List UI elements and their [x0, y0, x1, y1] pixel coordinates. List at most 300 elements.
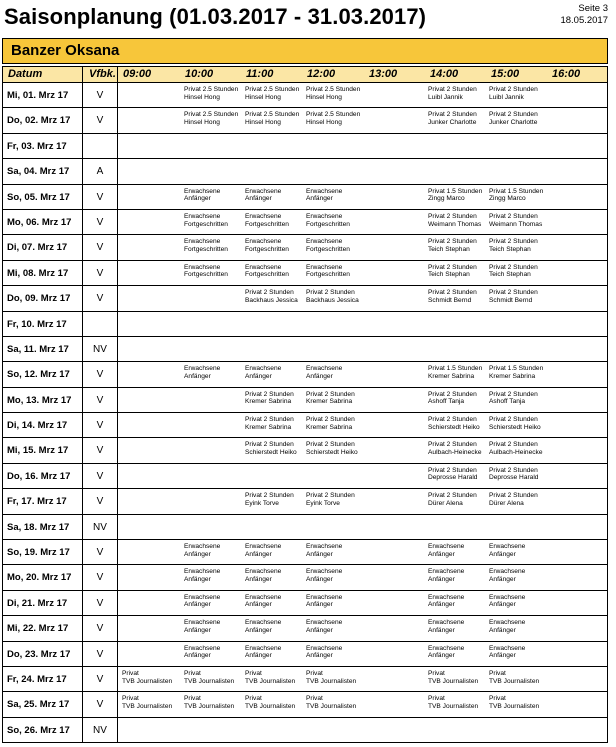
booking-line: Privat 2 Stunden — [306, 390, 355, 398]
booking-line: Fortgeschritten — [306, 271, 350, 279]
row-border — [2, 565, 3, 590]
row-border — [2, 718, 3, 743]
table-row — [2, 464, 608, 489]
booking-line: Privat 2 Stunden — [306, 416, 355, 424]
booking-line: Privat 2 Stunden — [489, 111, 538, 119]
row-border — [2, 312, 3, 337]
row-availability: V — [96, 597, 104, 609]
booking-line: Erwachsene — [306, 619, 343, 627]
booking-entry — [489, 695, 539, 710]
booking-line: Erwachsene — [245, 593, 282, 601]
booking-line: Erwachsene — [489, 568, 526, 576]
row-border — [2, 185, 3, 210]
column-header-vfbk: Vfbk. — [89, 68, 116, 80]
page-number: Seite 3 — [578, 3, 608, 14]
booking-line: Erwachsene — [489, 593, 526, 601]
booking-line: TVB Journalisten — [306, 677, 357, 685]
booking-line: Erwachsene — [245, 238, 282, 246]
booking-entry — [306, 619, 342, 634]
booking-line: TVB Journalisten — [245, 677, 296, 685]
booking-line: Privat 2.5 Stunden — [306, 86, 361, 93]
booking-entry — [489, 238, 538, 253]
booking-entry — [306, 86, 360, 101]
row-border — [2, 464, 3, 489]
row-availability: V — [96, 572, 104, 584]
booking-entry — [245, 213, 289, 228]
row-date: Mi, 15. Mrz 17 — [7, 445, 69, 457]
booking-line: Privat 2 Stunden — [428, 86, 477, 93]
booking-entry — [245, 594, 281, 609]
table-row — [2, 692, 608, 717]
booking-entry — [489, 213, 542, 228]
table-row — [2, 515, 608, 540]
booking-line: Fortgeschritten — [245, 245, 289, 253]
row-border — [2, 667, 3, 692]
header-divider — [82, 67, 83, 82]
time-column-header: 12:00 — [307, 68, 336, 80]
booking-entry — [122, 670, 172, 685]
booking-line: Privat 2 Stunden — [489, 390, 538, 398]
booking-entry — [245, 619, 281, 634]
booking-line: Fortgeschritten — [184, 245, 228, 253]
row-border — [2, 616, 3, 641]
row-date: So, 19. Mrz 17 — [7, 547, 70, 559]
booking-entry — [245, 670, 295, 685]
row-border — [2, 134, 3, 159]
booking-entry — [489, 264, 538, 279]
booking-line: Schmidt Bernd — [489, 296, 533, 304]
booking-line: Schierstedt Heiko — [428, 423, 480, 431]
column-header-datum: Datum — [8, 68, 43, 80]
booking-line: Fortgeschritten — [306, 220, 350, 228]
booking-entry — [428, 543, 464, 558]
booking-line: Privat 2 Stunden — [489, 416, 538, 424]
booking-line: Teich Stephan — [428, 245, 470, 253]
booking-line: Privat — [428, 669, 445, 677]
column-divider — [117, 312, 118, 337]
booking-line: Anfänger — [184, 550, 211, 558]
row-availability: V — [96, 699, 104, 711]
booking-entry — [428, 86, 477, 101]
booking-line: Anfänger — [428, 601, 455, 609]
row-border — [2, 540, 3, 565]
time-column-header: 13:00 — [369, 68, 398, 80]
column-divider — [117, 718, 118, 743]
time-column-header: 16:00 — [552, 68, 581, 80]
row-border — [607, 489, 608, 514]
booking-line: Erwachsene — [245, 187, 282, 195]
booking-line: Anfänger — [306, 626, 333, 634]
table-row — [2, 210, 608, 235]
booking-entry — [245, 441, 297, 456]
row-date: So, 26. Mrz 17 — [7, 724, 70, 736]
column-divider — [117, 464, 118, 489]
column-divider — [117, 616, 118, 641]
booking-line: Privat 2 Stunden — [428, 416, 477, 424]
row-date: Sa, 11. Mrz 17 — [7, 343, 69, 355]
column-divider — [117, 642, 118, 667]
row-availability: V — [96, 115, 104, 127]
row-border — [607, 591, 608, 616]
booking-line: Eyink Torve — [245, 499, 279, 507]
row-date: Fr, 03. Mrz 17 — [7, 140, 67, 152]
column-divider — [117, 413, 118, 438]
booking-entry — [306, 391, 355, 406]
booking-line: Luibl Jannik — [489, 93, 524, 101]
booking-entry — [428, 695, 478, 710]
row-border — [2, 438, 3, 463]
booking-entry — [245, 238, 289, 253]
booking-entry — [306, 111, 360, 126]
booking-entry — [306, 416, 355, 431]
booking-line: Kremer Sabrina — [306, 423, 353, 431]
row-date: Sa, 25. Mrz 17 — [7, 699, 70, 711]
booking-entry — [428, 467, 477, 482]
booking-entry — [184, 213, 228, 228]
row-availability: V — [96, 648, 104, 660]
booking-line: Privat — [489, 669, 506, 677]
row-date: Fr, 24. Mrz 17 — [7, 673, 67, 685]
table-row — [2, 134, 608, 159]
booking-line: Erwachsene — [245, 212, 282, 220]
booking-line: Anfänger — [245, 550, 272, 558]
booking-line: Privat — [122, 669, 139, 677]
row-border — [2, 489, 3, 514]
booking-entry — [184, 111, 238, 126]
row-border — [607, 312, 608, 337]
row-availability: V — [96, 420, 104, 432]
table-row — [2, 235, 608, 260]
row-date: Do, 16. Mrz 17 — [7, 470, 71, 482]
row-border — [607, 464, 608, 489]
table-row — [2, 108, 608, 133]
booking-line: TVB Journalisten — [184, 677, 235, 685]
column-divider — [117, 388, 118, 413]
booking-entry — [306, 670, 356, 685]
column-divider — [117, 667, 118, 692]
booking-line: Privat — [245, 669, 262, 677]
row-border — [607, 159, 608, 184]
column-divider — [117, 286, 118, 311]
row-availability: V — [96, 470, 104, 482]
booking-entry — [306, 594, 342, 609]
row-availability: NV — [93, 521, 107, 533]
booking-line: Anfänger — [184, 576, 211, 584]
booking-line: Erwachsene — [306, 644, 343, 652]
booking-line: Aulbach-Heinecke — [428, 449, 482, 457]
booking-entry — [245, 365, 281, 380]
booking-line: Dürer Alena — [489, 499, 524, 507]
row-availability: V — [96, 293, 104, 305]
booking-line: Privat 2 Stunden — [428, 289, 477, 297]
booking-line: Erwachsene — [184, 593, 221, 601]
row-border — [607, 108, 608, 133]
booking-entry — [428, 365, 482, 380]
row-date: Do, 09. Mrz 17 — [7, 293, 71, 305]
row-date: Mi, 01. Mrz 17 — [7, 90, 69, 101]
booking-line: Erwachsene — [245, 568, 282, 576]
row-date: Mi, 22. Mrz 17 — [7, 623, 69, 635]
booking-line: Erwachsene — [245, 263, 282, 271]
booking-entry — [184, 188, 220, 203]
booking-line: Privat 2 Stunden — [489, 466, 538, 474]
column-divider — [117, 438, 118, 463]
booking-entry — [245, 264, 289, 279]
booking-entry — [489, 416, 541, 431]
booking-line: Privat 2 Stunden — [489, 212, 538, 220]
booking-entry — [489, 111, 538, 126]
booking-line: Privat 2 Stunden — [306, 289, 355, 297]
booking-line: Privat 2 Stunden — [489, 289, 538, 297]
booking-entry — [489, 86, 538, 101]
row-border — [2, 362, 3, 387]
booking-line: Erwachsene — [184, 365, 221, 373]
booking-entry — [122, 695, 172, 710]
table-row — [2, 591, 608, 616]
booking-line: Privat 2 Stunden — [489, 492, 538, 500]
booking-line: Privat 2 Stunden — [306, 492, 355, 500]
booking-line: Fortgeschritten — [245, 220, 289, 228]
booking-line: Anfänger — [428, 576, 455, 584]
booking-line: Privat 2.5 Stunden — [245, 86, 300, 93]
booking-entry — [184, 594, 220, 609]
booking-line: Teich Stephan — [428, 271, 470, 279]
booking-line: Anfänger — [489, 626, 516, 634]
row-border — [607, 718, 608, 743]
booking-line: Schierstedt Heiko — [245, 449, 297, 457]
booking-line: Privat — [184, 669, 201, 677]
booking-entry — [428, 594, 464, 609]
booking-entry — [306, 441, 358, 456]
booking-entry — [489, 441, 543, 456]
booking-line: Erwachsene — [245, 619, 282, 627]
booking-entry — [489, 188, 543, 203]
booking-entry — [306, 264, 350, 279]
booking-line: Anfänger — [428, 652, 455, 660]
row-border — [607, 692, 608, 717]
booking-line: Erwachsene — [245, 365, 282, 373]
table-row — [2, 337, 608, 362]
booking-entry — [306, 365, 342, 380]
row-availability: A — [96, 166, 104, 178]
row-border — [2, 159, 3, 184]
booking-entry — [184, 543, 220, 558]
row-availability: V — [96, 267, 104, 279]
booking-line: Hinsel Hong — [306, 93, 342, 101]
booking-line: Erwachsene — [428, 543, 465, 551]
row-border — [2, 388, 3, 413]
booking-entry — [245, 492, 294, 507]
booking-line: Erwachsene — [428, 593, 465, 601]
booking-line: Privat 1.5 Stunden — [428, 187, 483, 195]
booking-entry — [245, 695, 295, 710]
booking-entry — [245, 86, 299, 101]
booking-line: Privat 2 Stunden — [245, 289, 294, 297]
row-date: Fr, 10. Mrz 17 — [7, 318, 67, 330]
booking-line: Privat 2 Stunden — [245, 390, 294, 398]
booking-line: Erwachsene — [184, 543, 221, 551]
row-border — [607, 388, 608, 413]
booking-line: Erwachsene — [184, 238, 221, 246]
booking-line: Zingg Marco — [489, 195, 526, 203]
row-border — [2, 591, 3, 616]
booking-entry — [184, 619, 220, 634]
booking-line: Deprosse Harald — [489, 474, 539, 482]
booking-line: Anfänger — [306, 195, 333, 203]
booking-line: Erwachsene — [428, 644, 465, 652]
row-border — [2, 108, 3, 133]
booking-line: Privat 2 Stunden — [428, 390, 477, 398]
row-border — [2, 642, 3, 667]
page-info — [560, 3, 608, 27]
booking-entry — [428, 188, 482, 203]
booking-entry — [428, 111, 477, 126]
booking-line: TVB Journalisten — [245, 702, 296, 710]
booking-line: Privat 1.5 Stunden — [489, 187, 544, 195]
booking-entry — [306, 492, 355, 507]
row-border — [2, 210, 3, 235]
row-border — [607, 261, 608, 286]
row-border — [607, 438, 608, 463]
row-date: Do, 02. Mrz 17 — [7, 115, 71, 127]
row-date: Mo, 20. Mrz 17 — [7, 572, 72, 584]
table-row — [2, 362, 608, 387]
table-row — [2, 413, 608, 438]
booking-entry — [489, 670, 539, 685]
booking-entry — [306, 289, 359, 304]
booking-line: Ashoff Tanja — [489, 398, 526, 406]
booking-line: Privat — [184, 695, 201, 703]
booking-line: Junker Charlotte — [428, 118, 477, 126]
booking-entry — [184, 568, 220, 583]
table-row — [2, 642, 608, 667]
header-divider — [117, 67, 118, 82]
booking-line: Anfänger — [184, 626, 211, 634]
booking-line: Privat 2 Stunden — [428, 441, 477, 449]
booking-line: Aulbach-Heinecke — [489, 449, 543, 457]
booking-entry — [184, 365, 220, 380]
time-column-header: 10:00 — [185, 68, 214, 80]
booking-line: Luibl Jannik — [428, 93, 463, 101]
booking-line: Hinsel Hong — [184, 93, 220, 101]
row-border — [607, 515, 608, 540]
booking-line: Anfänger — [184, 601, 211, 609]
row-availability: V — [96, 547, 104, 559]
booking-entry — [489, 365, 543, 380]
booking-line: Hinsel Hong — [245, 93, 281, 101]
booking-entry — [306, 238, 350, 253]
row-border — [607, 540, 608, 565]
table-row — [2, 667, 608, 692]
person-name-bar — [2, 38, 608, 64]
booking-line: Weimann Thomas — [489, 220, 543, 228]
booking-entry — [428, 289, 477, 304]
booking-line: Erwachsene — [184, 568, 221, 576]
booking-line: Privat 2.5 Stunden — [245, 111, 300, 119]
booking-line: Privat 2.5 Stunden — [184, 86, 239, 93]
booking-line: Anfänger — [428, 550, 455, 558]
booking-entry — [245, 568, 281, 583]
booking-line: Privat 2 Stunden — [306, 441, 355, 449]
booking-line: Fortgeschritten — [184, 271, 228, 279]
row-availability: V — [96, 673, 104, 685]
booking-line: Privat — [489, 695, 506, 703]
booking-entry — [184, 670, 234, 685]
row-date: Fr, 17. Mrz 17 — [7, 496, 67, 508]
booking-line: Erwachsene — [306, 543, 343, 551]
booking-line: Erwachsene — [306, 212, 343, 220]
row-border — [2, 235, 3, 260]
booking-line: Anfänger — [306, 550, 333, 558]
booking-line: Anfänger — [306, 652, 333, 660]
booking-line: Erwachsene — [306, 263, 343, 271]
booking-line: Anfänger — [306, 576, 333, 584]
column-divider — [117, 692, 118, 717]
table-row — [2, 616, 608, 641]
booking-entry — [245, 289, 298, 304]
booking-line: Privat — [245, 695, 262, 703]
booking-line: Kremer Sabrina — [489, 372, 536, 380]
table-row — [2, 438, 608, 463]
booking-line: Erwachsene — [245, 543, 282, 551]
row-border — [607, 337, 608, 362]
table-row — [2, 718, 608, 743]
booking-line: Erwachsene — [184, 187, 221, 195]
row-date: Di, 14. Mrz 17 — [7, 420, 68, 432]
row-date: Di, 07. Mrz 17 — [7, 242, 68, 254]
booking-line: Anfänger — [489, 576, 516, 584]
booking-entry — [245, 111, 299, 126]
booking-entry — [306, 695, 356, 710]
column-divider — [82, 134, 83, 159]
column-divider — [82, 312, 83, 337]
booking-line: Hinsel Hong — [184, 118, 220, 126]
booking-entry — [489, 619, 525, 634]
booking-line: Kremer Sabrina — [245, 423, 292, 431]
row-date: So, 05. Mrz 17 — [7, 191, 70, 203]
table-row — [2, 261, 608, 286]
schedule-table — [2, 83, 608, 743]
booking-line: Kremer Sabrina — [306, 398, 353, 406]
row-availability: NV — [93, 724, 107, 736]
row-border — [607, 362, 608, 387]
booking-line: Schierstedt Heiko — [306, 449, 358, 457]
booking-entry — [306, 568, 342, 583]
booking-line: Privat 2 Stunden — [489, 441, 538, 449]
booking-line: Privat 2 Stunden — [428, 263, 477, 271]
table-row — [2, 489, 608, 514]
booking-entry — [489, 594, 525, 609]
time-column-header: 14:00 — [430, 68, 459, 80]
row-availability: V — [96, 623, 104, 635]
booking-line: TVB Journalisten — [122, 702, 173, 710]
row-border — [2, 261, 3, 286]
booking-line: Privat 2 Stunden — [428, 111, 477, 119]
row-date: Mo, 13. Mrz 17 — [7, 394, 72, 406]
row-border — [607, 83, 608, 108]
booking-line: Privat 2 Stunden — [489, 86, 538, 93]
booking-entry — [245, 391, 294, 406]
print-date: 18.05.2017 — [560, 15, 608, 26]
booking-line: Privat — [306, 695, 323, 703]
booking-entry — [428, 264, 477, 279]
row-border — [607, 642, 608, 667]
table-row — [2, 312, 608, 337]
booking-line: Fortgeschritten — [184, 220, 228, 228]
booking-line: Teich Stephan — [489, 271, 531, 279]
booking-line: Privat 2 Stunden — [245, 416, 294, 424]
booking-entry — [184, 695, 234, 710]
